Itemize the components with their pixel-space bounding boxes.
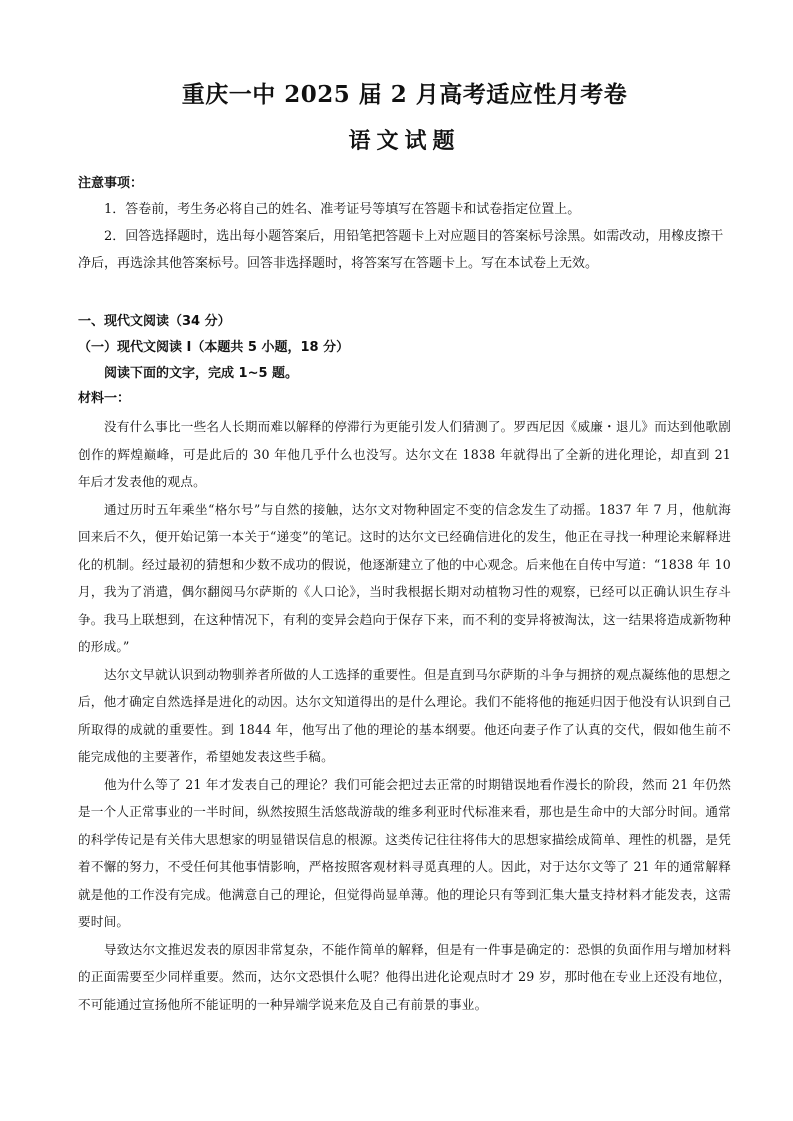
section-instruction: 阅读下面的文字，完成 1~5 题。	[104, 366, 299, 381]
notice-item-2: 2．回答选择题时，选出每小题答案后，用铅笔把答题卡上对应题目的答案标号涂黑。如需改动，用橡皮擦干净后，再选涂其他答案标号。回答非选择题时，将答案写在答题卡上。写在本试卷上无效。	[78, 229, 724, 271]
notice-item-1: 1．答卷前，考生务必将自己的姓名、准考证号等填写在答题卡和试卷指定位置上。	[104, 202, 581, 217]
material-paragraph-5: 导致达尔文推迟发表的原因非常复杂，不能作简单的解释，但是有一件事是确定的：恐惧的负面作用与增加材料的正面需要至少同样重要。然而，达尔文恐惧什么呢？他得出进化论观点时才 29 岁，那时他在专业上还没有地位，不可能通过宣扬他所不能证明的一种异端学说来危及自己有前景的事业。	[78, 941, 731, 1012]
section-heading: 一、现代文阅读（34 分）	[78, 314, 231, 329]
reading-section	[78, 309, 731, 1018]
material-label: 材料一：	[78, 391, 131, 406]
material-paragraph-4: 他为什么等了 21 年才发表自己的理论？我们可能会把过去正常的时期错误地看作漫长的阶段，然而 21 年仍然是一个人正常事业的一半时间，纵然按照生活悠哉游哉的维多利亚时代标准来看，那也是生命中的大部分时间。通常的科学传记是有关伟大思想家的明显错误信息的根源。这类传记往往将伟大的思想家描绘成简单、理性的机器，是凭着不懈的努力，不受任何其他事情影响，严格按照客观材料寻觅真理的人。因此，对于达尔文等了 21 年的通常解释就是他的工作没有完成。他满意自己的理论，但觉得尚显单薄。他的理论只有等到汇集大量支持材料才能发表，这需要时间。	[78, 776, 731, 929]
page-subtitle: 语文试题	[348, 128, 461, 154]
material-paragraph-1: 没有什么事比一些名人长期而难以解释的停滞行为更能引发人们猜测了。罗西尼因《威廉・退儿》而达到他歌剧创作的辉煌巅峰，可是此后的 30 年他几乎什么也没写。达尔文在 1838 年就得出了全新的进化理论，却直到 21 年后才发表他的观点。	[78, 419, 731, 489]
page-title: 重庆一中 2025 届 2 月高考适应性月考卷	[181, 81, 628, 108]
material-paragraph-3: 达尔文早就认识到动物驯养者所做的人工选择的重要性。但是直到马尔萨斯的斗争与拥挤的观点凝练他的思想之后，他才确定自然选择是进化的动因。达尔文知道得出的是什么理论。我们不能将他的拖延归因于他没有认识到自己所取得的成就的重要性。到 1844 年，他写出了他的理论的基本纲要。他还向妻子作了认真的交代，假如他生前不能完成他的主要著作，希望她发表这些手稿。	[78, 666, 731, 764]
material-body	[78, 413, 731, 1018]
material-paragraph-2: 通过历时五年乘坐“格尔号”与自然的接触，达尔文对物种固定不变的信念发生了动摇。1837 年 7 月，他航海回来后不久，便开始记第一本关于“递变”的笔记。这时的达尔文已经确信进化的发生，他正在寻找一种理论来解释进化的机制。经过最初的猜想和少数不成功的假说，他逐渐建立了他的中心观念。后来他在自传中写道：“1838 年 10 月，我为了消遣，偶尔翻阅马尔萨斯的《人口论》，当时我根据长期对动植物习性的观察，已经可以正确认识生存斗争。我马上联想到，在这种情况下，有利的变异会趋向于保存下来，而不利的变异将被淘汰，这一结果将造成新物种的形成。”	[78, 501, 731, 654]
notice-heading: 注意事项：	[78, 176, 144, 191]
section-subheading: （一）现代文阅读 I（本题共 5 小题，18 分）	[78, 340, 350, 355]
notice-block	[78, 172, 731, 277]
